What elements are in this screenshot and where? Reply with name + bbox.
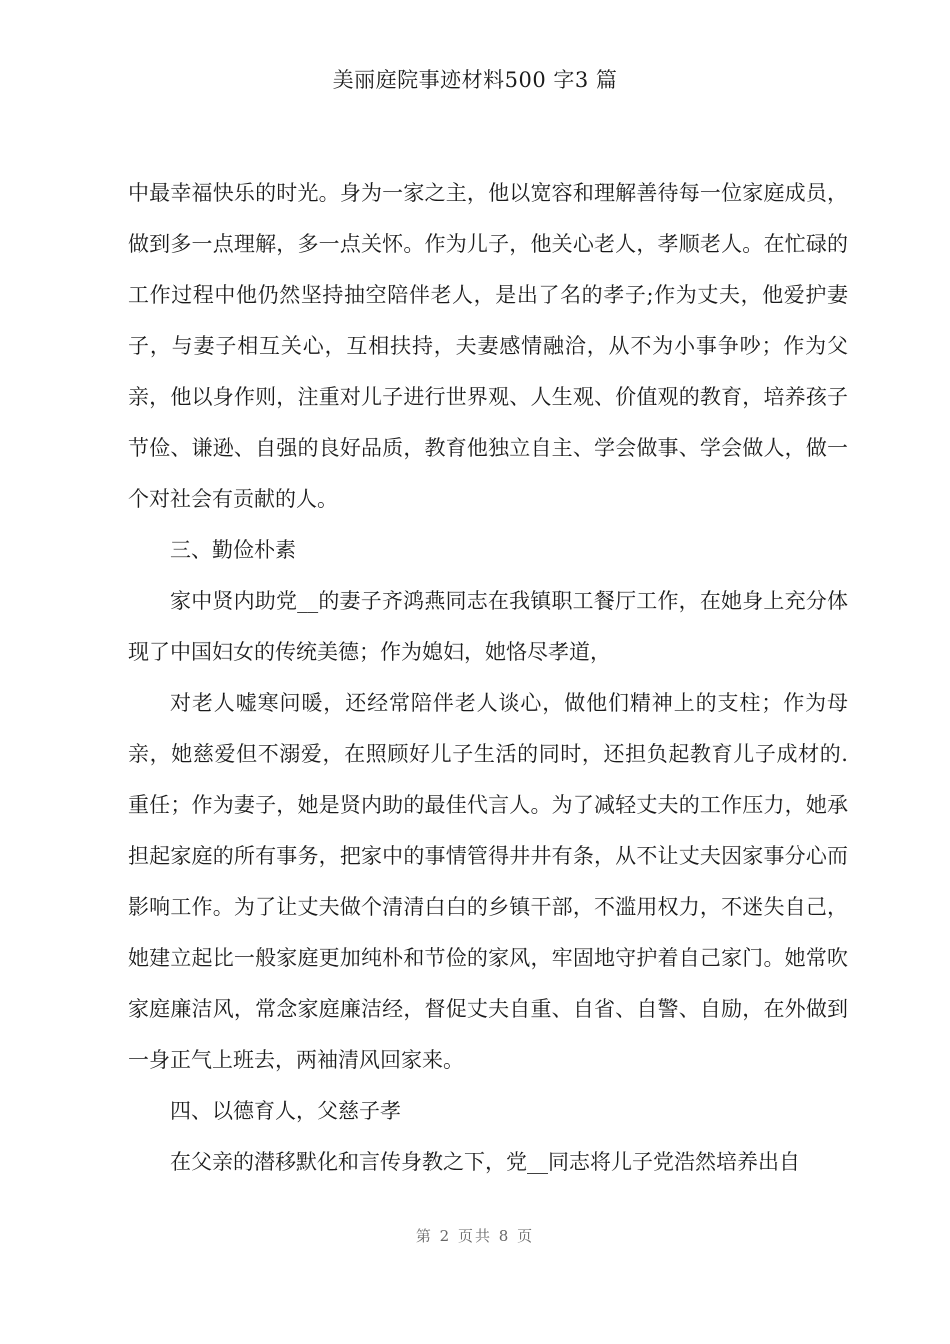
paragraph: 对老人嘘寒问暖，还经常陪伴老人谈心，做他们精神上的支柱；作为母亲，她慈爱但不溺爱，在照顾好儿子生活的同时，还担负起教育儿子成材的.重任；作为妻子，她是贤内助的最佳代言人。为了减轻丈夫的工作压力，她承担起家庭的所有事务，把家中的事情管得井井有条，从不让丈夫因家事分心而影响工作。为了让丈夫做个清清白白的乡镇干部，不滥用权力，不迷失自己，她建立起比一般家庭更加纯朴和节俭的家风，牢固地守护着自己家门。她常吹家庭廉洁风，常念家庭廉洁经，督促丈夫自重、自省、自警、自励，在外做到一身正气上班去，两袖清风回家来。 bbox=[128, 691, 848, 1072]
document-body bbox=[128, 168, 848, 1188]
section-heading-4: 四、以德育人，父慈子孝 bbox=[170, 1099, 401, 1123]
paragraph-continuation: 中最幸福快乐的时光。身为一家之主，他以宽容和理解善待每一位家庭成员，做到多一点理解，多一点关怀。作为儿子，他关心老人，孝顺老人。在忙碌的工作过程中他仍然坚持抽空陪伴老人，是出了名的孝子;作为丈夫，他爱护妻子，与妻子相互关心，互相扶持，夫妻感情融洽，从不为小事争吵；作为父亲，他以身作则，注重对儿子进行世界观、人生观、价值观的教育，培养孩子节俭、谦逊、自强的良好品质，教育他独立自主、学会做事、学会做人，做一个对社会有贡献的人。 bbox=[128, 181, 848, 511]
page-header-title: 美丽庭院事迹材料500 字3 篇 bbox=[332, 68, 618, 92]
section-heading-3: 三、勤俭朴素 bbox=[170, 538, 296, 562]
page-number-footer: 第 2 页共 8 页 bbox=[415, 1227, 535, 1245]
paragraph: 家中贤内助党__的妻子齐鸿燕同志在我镇职工餐厅工作，在她身上充分体现了中国妇女的传统美德；作为媳妇，她恪尽孝道， bbox=[128, 589, 848, 664]
paragraph: 在父亲的潜移默化和言传身教之下，党__同志将儿子党浩然培养出自 bbox=[170, 1150, 800, 1174]
